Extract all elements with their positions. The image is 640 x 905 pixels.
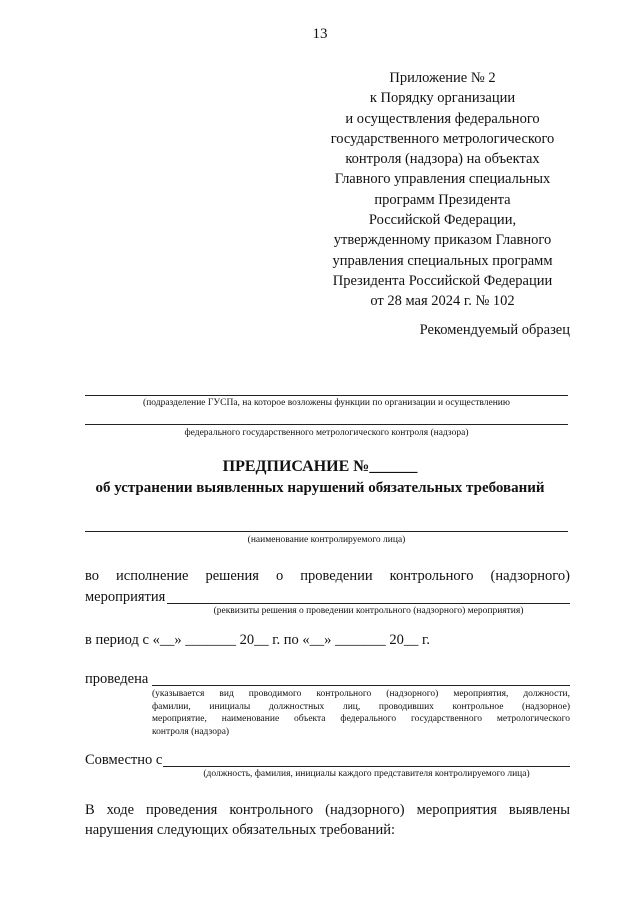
conducted-caption-line: фамилии, инициалы должностных лиц, проводивших контрольное (надзорное) [152, 701, 570, 712]
appendix-line: к Порядку организации [369, 90, 516, 107]
conducted-label: проведена [85, 671, 149, 687]
execution-word: (надзорного) [490, 568, 570, 584]
appendix-block [300, 68, 585, 312]
document-subtitle: об устранении выявленных нарушений обязательных требований [95, 480, 545, 496]
conducted-caption-line: мероприятие, наименование объекта федерального государственного метрологического [152, 714, 570, 724]
findings-line-1 [85, 802, 570, 819]
decision-details-caption: (реквизиты решения о проведении контрольного (надзорного) мероприятия) [213, 606, 524, 616]
appendix-line: и осуществления федерального [345, 110, 540, 127]
execution-word: контрольного [389, 568, 474, 584]
execution-line [85, 568, 570, 585]
decision-details-field-line[interactable] [167, 603, 570, 604]
jointly-label: Совместно с [85, 752, 163, 768]
execution-word: исполнение [116, 568, 189, 584]
period-line[interactable]: в период с «__» _______ 20__ г. по «__» _______ 20__ г. [85, 632, 430, 648]
appendix-line: программ Президента [374, 191, 511, 208]
document-title: ПРЕДПИСАНИЕ №______ [222, 458, 418, 475]
page-number: 13 [312, 26, 328, 42]
jointly-caption: (должность, фамилия, инициалы каждого представителя контролируемого лица) [203, 769, 530, 779]
controlled-person-caption: (наименование контролируемого лица) [247, 535, 406, 545]
division-field-line[interactable] [85, 395, 568, 396]
appendix-line: государственного метрологического [330, 130, 555, 147]
controlled-person-field-line[interactable] [85, 531, 568, 532]
jointly-field-line[interactable] [163, 766, 570, 767]
execution-word: о [275, 568, 284, 584]
appendix-line: Президента Российской Федерации [332, 272, 553, 289]
division-field-line-2[interactable] [85, 424, 568, 425]
execution-label: мероприятия [85, 589, 166, 605]
appendix-line: от 28 мая 2024 г. № 102 [370, 293, 515, 310]
findings-text: В ходе проведения контрольного (надзорного) мероприятия выявлены [85, 802, 570, 818]
division-caption-1: (подразделение ГУСПа, на которое возложены функции по организации и осуществлению [143, 398, 510, 408]
findings-line-2: нарушения следующих обязательных требований: [85, 822, 396, 838]
appendix-line: утвержденному приказом Главного [333, 232, 552, 249]
execution-word: во [85, 568, 99, 584]
sample-label: Рекомендуемый образец [419, 322, 570, 338]
appendix-line: управления специальных программ [332, 252, 553, 269]
conducted-field-line[interactable] [152, 685, 570, 686]
appendix-line: контроля (надзора) на объектах [345, 151, 540, 168]
conducted-caption-line: контроля (надзора) [152, 726, 230, 737]
appendix-line: Приложение № 2 [389, 70, 496, 86]
division-caption-2: федерального государственного метрологического контроля (надзора) [184, 428, 469, 438]
appendix-line: Российской Федерации, [368, 212, 517, 229]
conducted-caption [152, 688, 570, 738]
appendix-line: Главного управления специальных [334, 171, 551, 188]
execution-word: проведении [300, 568, 373, 584]
conducted-caption-line: (указывается вид проводимого контрольного (надзорного) мероприятия, должности, [152, 689, 570, 699]
execution-word: решения [205, 568, 259, 584]
